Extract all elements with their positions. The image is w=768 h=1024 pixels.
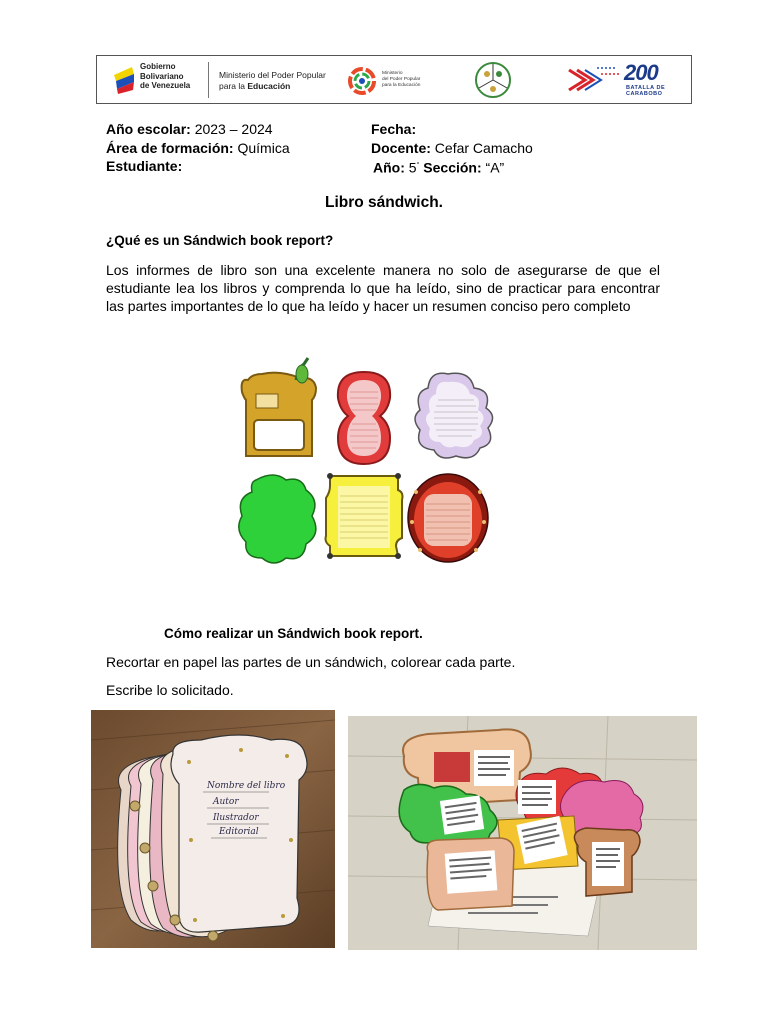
intro-paragraph: Los informes de libro son una excelente manera no solo de asegurarse de que el estudiante lea los libros y comprenda lo que ha leído, sino de practicar para encontrar las partes importantes de lo que ha leído y hacer un resumen conciso pero completo <box>106 262 660 314</box>
handwriting-book-name: Nombre del libro <box>207 781 286 791</box>
student-line: Estudiante: <box>106 158 183 174</box>
year-section-line: Año: 5° Sección: “A” <box>373 159 505 176</box>
ministry-name: Ministerio del Poder Popular para la Educación <box>219 70 326 91</box>
venezuela-flag-icon <box>112 65 136 95</box>
lettuce-template-icon <box>239 475 316 563</box>
header-divider <box>208 62 209 98</box>
step-write: Escribe lo solicitado. <box>106 682 234 698</box>
cheese-template-icon <box>326 473 403 559</box>
government-name: Gobierno Bolivariano de Venezuela <box>140 62 191 90</box>
how-to-heading: Cómo realizar un Sándwich book report. <box>164 626 423 641</box>
school-emblem-icon <box>473 60 513 100</box>
photo-sandwich-book-stack <box>91 710 335 948</box>
sandwich-templates-illustration <box>234 352 494 574</box>
header-banner <box>96 55 692 104</box>
bread-template-icon <box>242 358 316 456</box>
step-cut-paper: Recortar en papel las partes de un sándwich, colorear cada parte. <box>106 654 516 670</box>
handwriting-author: Autor <box>213 797 239 807</box>
onion-template-icon <box>415 373 493 458</box>
date-line: Fecha: <box>371 121 417 137</box>
teacher-line: Docente: Cefar Camacho <box>371 140 533 156</box>
photo-sandwich-pieces-spread <box>348 716 697 950</box>
handwriting-illustrator: Ilustrador <box>213 813 259 823</box>
meat-template-icon <box>408 474 488 562</box>
bicentennial-caption: BATALLA DE CARABOBO <box>626 85 666 97</box>
tomato-template-icon <box>338 372 390 464</box>
ministry-small-logo-text: Ministerio del Poder Popular para la Educación <box>382 71 421 88</box>
bicentennial-number: 200 <box>624 60 658 85</box>
school-year-line: Año escolar: 2023 – 2024 <box>106 121 273 137</box>
area-line: Área de formación: Química <box>106 140 290 156</box>
page-title: Libro sándwich. <box>325 194 443 211</box>
ministry-circle-logo-icon <box>347 66 377 96</box>
question-heading: ¿Qué es un Sándwich book report? <box>106 233 334 248</box>
handwriting-publisher: Editorial <box>219 827 259 837</box>
bicentennial-stripes-icon <box>567 62 623 98</box>
